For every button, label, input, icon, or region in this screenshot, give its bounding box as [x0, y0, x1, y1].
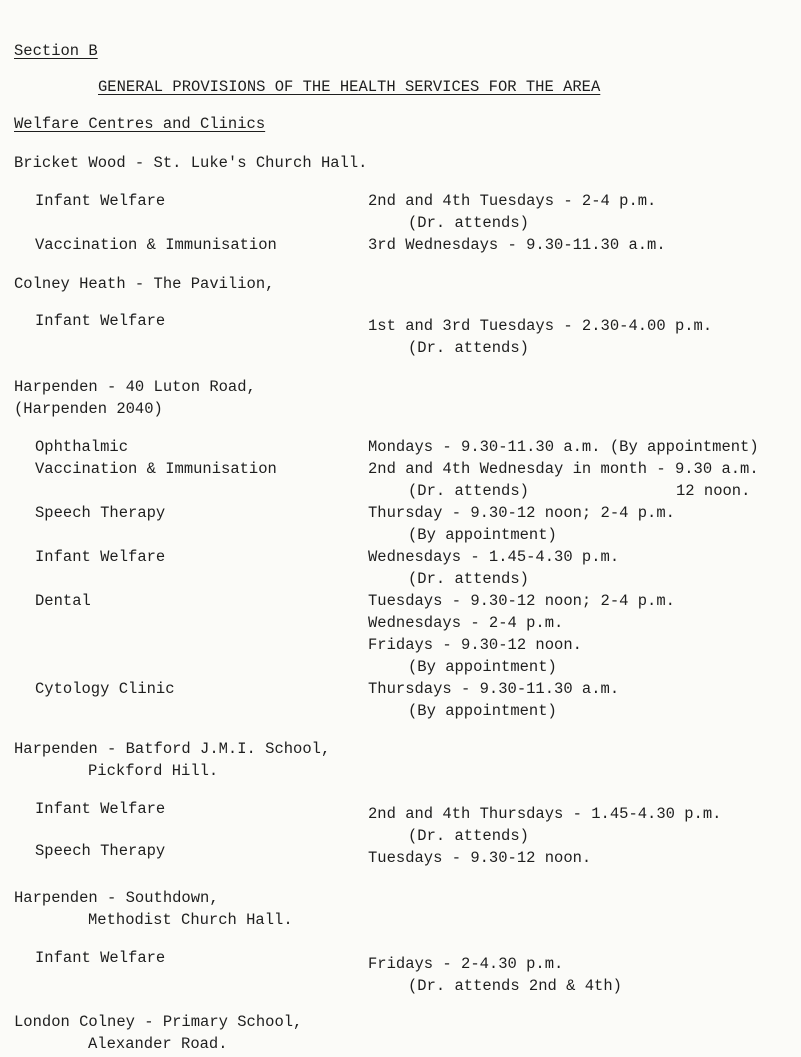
clinic-schedule: 2nd and 4th Thursdays - 1.45-4.30 p.m.: [368, 805, 722, 823]
clinic-schedule: 2nd and 4th Wednesday in month - 9.30 a.m.: [368, 460, 759, 478]
clinic-schedule: Thursday - 9.30-12 noon; 2-4 p.m.: [368, 504, 675, 522]
centre-name: Harpenden - Batford J.M.I. School,: [14, 740, 331, 758]
clinic-note: (By appointment): [408, 702, 557, 720]
clinic-label: Ophthalmic: [35, 438, 129, 456]
clinic-schedule: Tuesdays - 9.30-12 noon.: [368, 849, 592, 867]
centre-address: Methodist Church Hall.: [88, 911, 293, 929]
clinic-schedule: Wednesdays - 1.45-4.30 p.m.: [368, 548, 620, 566]
clinic-note: (Dr. attends): [408, 482, 529, 500]
clinic-label: Speech Therapy: [35, 504, 166, 522]
clinic-note: (Dr. attends): [408, 339, 529, 357]
clinic-label: Infant Welfare: [35, 548, 166, 566]
clinic-note-end-time: 12 noon.: [676, 482, 751, 500]
centre-name: London Colney - Primary School,: [14, 1013, 303, 1031]
clinic-label: Infant Welfare: [35, 192, 166, 210]
clinic-note: (Dr. attends): [408, 570, 529, 588]
clinic-label: Cytology Clinic: [35, 680, 175, 698]
clinic-note: (By appointment): [408, 658, 557, 676]
clinic-schedule: Fridays - 9.30-12 noon.: [368, 636, 582, 654]
centre-name: Colney Heath - The Pavilion,: [14, 275, 275, 293]
clinic-label: Speech Therapy: [35, 842, 166, 860]
clinic-schedule: Fridays - 2-4.30 p.m.: [368, 955, 564, 973]
clinic-label: Infant Welfare: [35, 800, 166, 818]
clinic-schedule: Wednesdays - 2-4 p.m.: [368, 614, 564, 632]
clinic-schedule: Tuesdays - 9.30-12 noon; 2-4 p.m.: [368, 592, 675, 610]
centre-name: Harpenden - Southdown,: [14, 889, 219, 907]
clinic-schedule: Thursdays - 9.30-11.30 a.m.: [368, 680, 620, 698]
clinic-label: Vaccination & Immunisation: [35, 460, 277, 478]
clinic-schedule: 2nd and 4th Tuesdays - 2-4 p.m.: [368, 192, 657, 210]
centre-address: Pickford Hill.: [88, 762, 219, 780]
centre-phone: (Harpenden 2040): [14, 400, 163, 418]
clinic-label: Infant Welfare: [35, 949, 166, 967]
sub-title: Welfare Centres and Clinics: [14, 115, 266, 133]
clinic-label: Dental: [35, 592, 91, 610]
clinic-note: (Dr. attends 2nd & 4th): [408, 977, 622, 995]
clinic-schedule: 1st and 3rd Tuesdays - 2.30-4.00 p.m.: [368, 317, 713, 335]
clinic-note: (Dr. attends): [408, 214, 529, 232]
clinic-note: (By appointment): [408, 526, 557, 544]
centre-address: Alexander Road.: [88, 1035, 228, 1053]
clinic-label: Infant Welfare: [35, 312, 166, 330]
clinic-note: (Dr. attends): [408, 827, 529, 845]
clinic-schedule: 3rd Wednesdays - 9.30-11.30 a.m.: [368, 236, 666, 254]
page-title: GENERAL PROVISIONS OF THE HEALTH SERVICES FOR THE AREA: [98, 78, 601, 96]
centre-name: Harpenden - 40 Luton Road,: [14, 378, 256, 396]
clinic-label: Vaccination & Immunisation: [35, 236, 277, 254]
centre-name: Bricket Wood - St. Luke's Church Hall.: [14, 154, 368, 172]
clinic-schedule: Mondays - 9.30-11.30 a.m. (By appointment): [368, 438, 759, 456]
section-heading: Section B: [14, 42, 98, 60]
